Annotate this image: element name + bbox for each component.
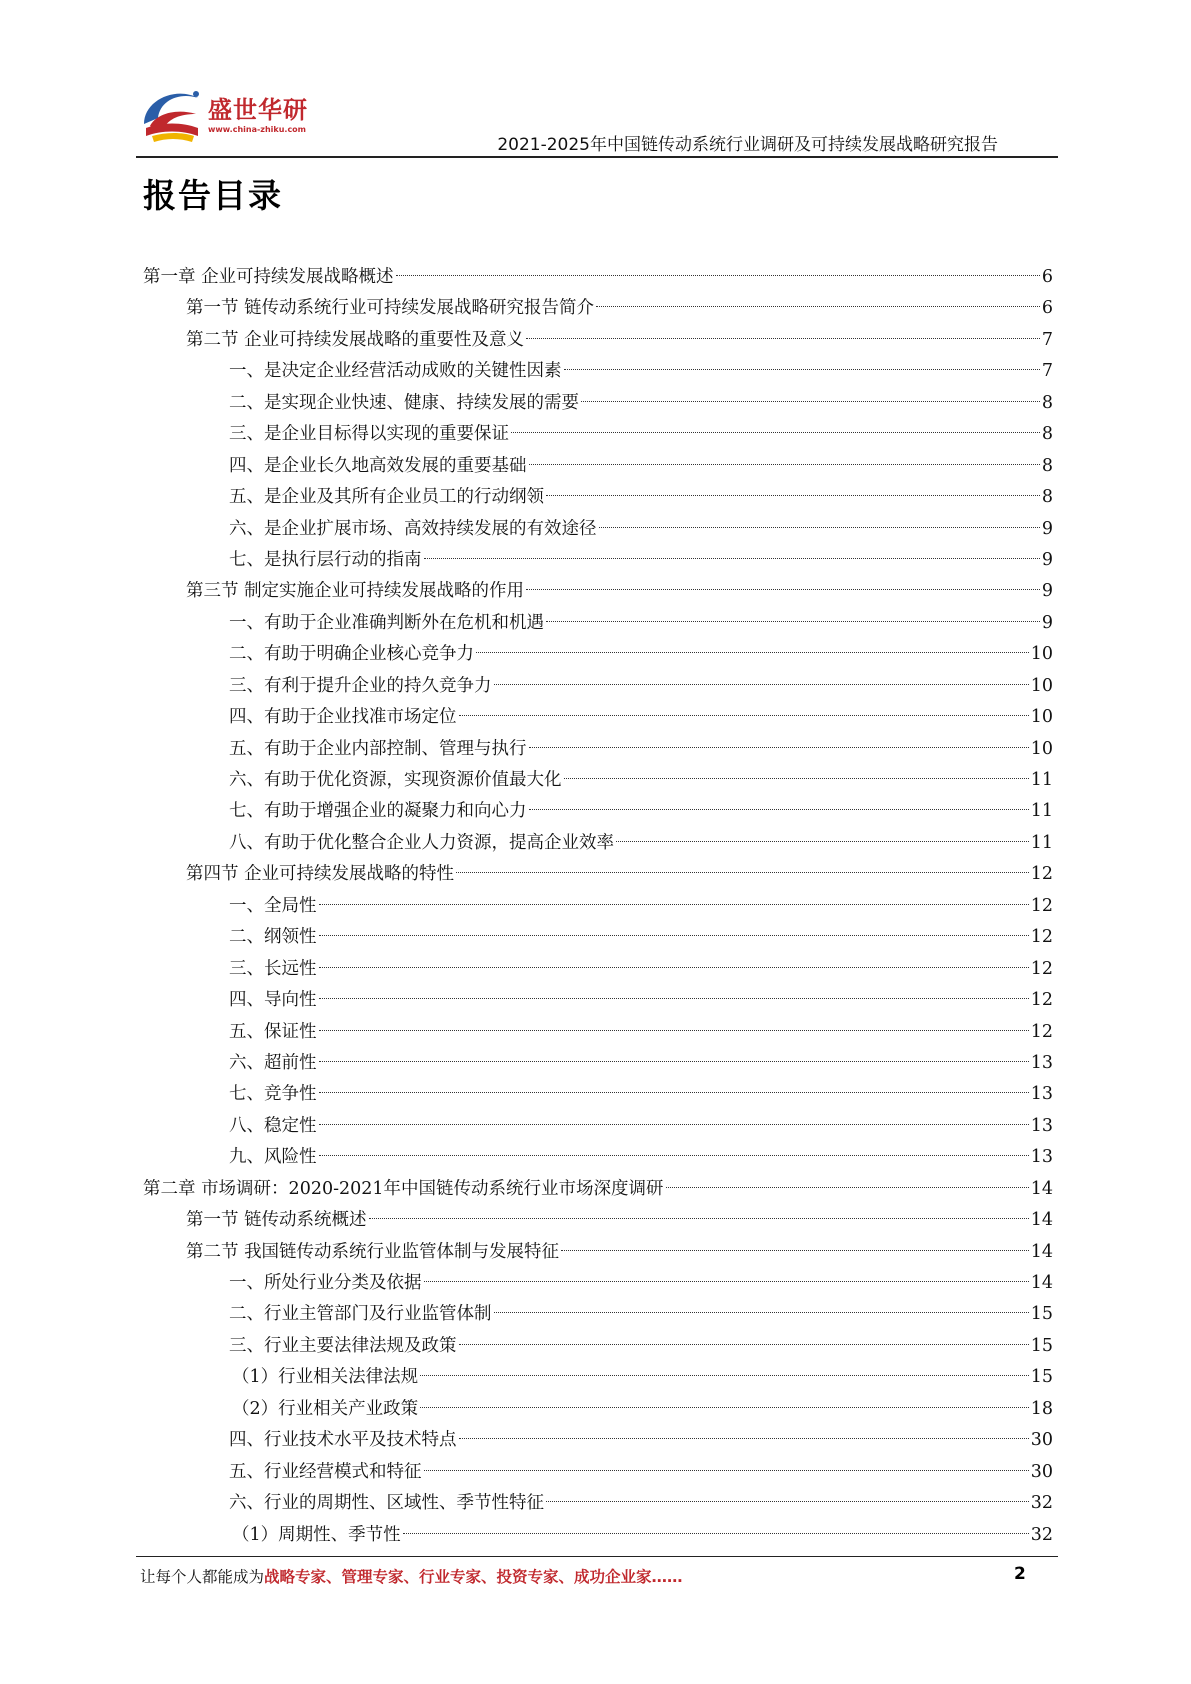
toc-entry-page: 18: [1030, 1398, 1053, 1419]
toc-entry-title: （1）行业相关法律法规: [232, 1367, 419, 1388]
toc-entry-page: 10: [1030, 675, 1053, 696]
toc-entry-title: 六、是企业扩展市场、高效持续发展的有效途径: [229, 518, 597, 539]
toc-entry-title: 第二章 市场调研：2020-2021年中国链传动系统行业市场深度调研: [143, 1178, 664, 1199]
slogan-highlight: 战略专家、管理专家、行业专家、投资专家、成功企业家……: [264, 1568, 683, 1586]
toc-entry-page: 7: [1041, 361, 1053, 382]
toc-dot-leader: [424, 558, 1040, 559]
toc-entry[interactable]: [143, 671, 1053, 702]
toc-entry-page: 8: [1041, 487, 1053, 508]
toc-entry-title: 九、风险性: [229, 1147, 317, 1168]
toc-dot-leader: [581, 401, 1040, 402]
toc-entry-title: 五、保证性: [229, 1021, 317, 1042]
toc-dot-leader: [319, 998, 1029, 999]
toc-dot-leader: [420, 1407, 1029, 1408]
table-of-contents: [143, 262, 1053, 1551]
toc-entry[interactable]: [143, 954, 1053, 985]
toc-entry-page: 9: [1041, 612, 1053, 633]
toc-entry[interactable]: [143, 639, 1053, 670]
toc-entry-page: 7: [1041, 329, 1053, 350]
toc-dot-leader: [369, 1218, 1029, 1219]
toc-entry-page: 10: [1030, 738, 1053, 759]
toc-dot-leader: [424, 1470, 1029, 1471]
toc-entry-title: 第四节 企业可持续发展战略的特性: [186, 864, 455, 885]
toc-entry[interactable]: [143, 1111, 1053, 1142]
toc-entry-page: 14: [1030, 1273, 1053, 1293]
toc-entry[interactable]: [143, 1079, 1053, 1110]
toc-entry[interactable]: [143, 1142, 1053, 1173]
toc-entry[interactable]: [143, 451, 1053, 482]
toc-entry-page: 11: [1030, 770, 1053, 790]
toc-entry[interactable]: [143, 1048, 1053, 1079]
toc-dot-leader: [564, 778, 1029, 779]
toc-entry-page: 14: [1030, 1241, 1053, 1262]
toc-entry[interactable]: [143, 608, 1053, 639]
toc-dot-leader: [456, 872, 1029, 873]
toc-dot-leader: [564, 369, 1040, 370]
toc-entry-page: 8: [1041, 455, 1053, 476]
logo-name: 盛世华研: [208, 96, 308, 124]
toc-entry-title: 第一章 企业可持续发展战略概述: [143, 267, 394, 287]
toc-dot-leader: [319, 1155, 1029, 1156]
toc-entry-page: 13: [1030, 1084, 1053, 1105]
logo-emblem-icon: [136, 78, 206, 150]
toc-entry[interactable]: [143, 1457, 1053, 1488]
toc-dot-leader: [494, 684, 1029, 685]
toc-entry-page: 9: [1041, 518, 1053, 539]
toc-dot-leader: [420, 1375, 1029, 1376]
toc-entry-title: 五、有助于企业内部控制、管理与执行: [229, 738, 527, 759]
toc-entry-title: 一、所处行业分类及依据: [229, 1273, 422, 1293]
toc-entry-title: 四、有助于企业找准市场定位: [229, 707, 457, 728]
toc-entry-page: 15: [1030, 1335, 1053, 1356]
toc-dot-leader: [526, 589, 1040, 590]
logo-url: www.china-zhiku.com: [208, 125, 307, 134]
toc-entry-page: 12: [1030, 1021, 1053, 1042]
toc-entry[interactable]: [143, 482, 1053, 513]
footer-divider: [136, 1556, 1058, 1557]
toc-entry-page: 12: [1030, 990, 1053, 1011]
toc-dot-leader: [511, 432, 1040, 433]
toc-dot-leader: [596, 306, 1040, 307]
toc-dot-leader: [529, 464, 1040, 465]
toc-entry[interactable]: [143, 388, 1053, 419]
toc-entry-title: 第一节 链传动系统概述: [186, 1210, 367, 1231]
toc-dot-leader: [476, 652, 1029, 653]
toc-entry[interactable]: [143, 1237, 1053, 1268]
toc-dot-leader: [546, 495, 1040, 496]
toc-dot-leader: [319, 1124, 1029, 1125]
toc-dot-leader: [529, 747, 1029, 748]
toc-entry-page: 12: [1030, 895, 1053, 916]
toc-entry[interactable]: [143, 1017, 1053, 1048]
toc-entry-title: （2）行业相关产业政策: [232, 1398, 419, 1419]
toc-dot-leader: [529, 809, 1029, 810]
toc-entry-title: 二、行业主管部门及行业监管体制: [229, 1304, 492, 1325]
toc-entry[interactable]: [143, 1331, 1053, 1362]
toc-entry[interactable]: [143, 1174, 1053, 1205]
toc-dot-leader: [319, 1092, 1029, 1093]
toc-entry[interactable]: [143, 1394, 1053, 1425]
toc-entry-title: 第一节 链传动系统行业可持续发展战略研究报告简介: [186, 298, 595, 319]
toc-entry[interactable]: [143, 1205, 1053, 1236]
page-title: 报告目录: [143, 176, 283, 215]
toc-entry[interactable]: [143, 891, 1053, 922]
toc-entry-title: 八、有助于优化整合企业人力资源，提高企业效率: [229, 832, 614, 853]
toc-entry-title: 三、行业主要法律法规及政策: [229, 1335, 457, 1356]
toc-entry[interactable]: [143, 1488, 1053, 1519]
toc-dot-leader: [561, 1250, 1029, 1251]
toc-entry-page: 13: [1030, 1147, 1053, 1168]
toc-entry-page: 30: [1030, 1461, 1053, 1482]
toc-entry[interactable]: [143, 734, 1053, 765]
toc-entry[interactable]: [143, 325, 1053, 356]
toc-dot-leader: [459, 1438, 1029, 1439]
page-number: 2: [1014, 1564, 1026, 1584]
toc-dot-leader: [459, 1344, 1029, 1345]
report-title: 2021-2025年中国链传动系统行业调研及可持续发展战略研究报告: [497, 135, 998, 155]
toc-dot-leader: [546, 621, 1040, 622]
toc-entry-title: 七、有助于增强企业的凝聚力和向心力: [229, 801, 527, 822]
toc-entry-page: 9: [1041, 549, 1053, 570]
toc-entry-title: 一、全局性: [229, 895, 317, 916]
toc-entry-page: 15: [1030, 1304, 1053, 1325]
toc-entry[interactable]: [143, 576, 1053, 607]
toc-entry[interactable]: [143, 545, 1053, 576]
toc-entry-title: 第二节 企业可持续发展战略的重要性及意义: [186, 329, 525, 350]
toc-entry[interactable]: [143, 1425, 1053, 1456]
toc-entry-title: 五、是企业及其所有企业员工的行动纲领: [229, 487, 544, 508]
toc-entry-title: 六、行业的周期性、区域性、季节性特征: [229, 1493, 544, 1514]
toc-entry-title: 第三节 制定实施企业可持续发展战略的作用: [186, 581, 525, 602]
toc-entry-title: 一、是决定企业经营活动成败的关键性因素: [229, 361, 562, 382]
toc-dot-leader: [666, 1187, 1029, 1188]
toc-entry[interactable]: [143, 356, 1053, 387]
toc-entry-page: 12: [1030, 927, 1053, 948]
toc-dot-leader: [319, 967, 1029, 968]
toc-entry[interactable]: [143, 1362, 1053, 1393]
toc-entry-title: 四、导向性: [229, 990, 317, 1011]
toc-entry-title: 五、行业经营模式和特征: [229, 1461, 422, 1482]
toc-dot-leader: [599, 527, 1040, 528]
toc-entry-title: 六、有助于优化资源，实现资源价值最大化: [229, 770, 562, 790]
toc-dot-leader: [526, 338, 1040, 339]
toc-entry[interactable]: [143, 262, 1053, 293]
company-logo: [136, 78, 336, 150]
toc-entry[interactable]: [143, 514, 1053, 545]
toc-entry-page: 32: [1030, 1524, 1053, 1545]
toc-dot-leader: [319, 1030, 1029, 1031]
toc-dot-leader: [494, 1312, 1029, 1313]
toc-dot-leader: [459, 715, 1029, 716]
toc-dot-leader: [403, 1533, 1029, 1534]
toc-dot-leader: [424, 1281, 1029, 1282]
toc-entry-page: 10: [1030, 707, 1053, 728]
toc-entry-title: 二、纲领性: [229, 927, 317, 948]
toc-entry-title: 一、有助于企业准确判断外在危机和机遇: [229, 612, 544, 633]
toc-entry[interactable]: [143, 859, 1053, 890]
toc-entry-page: 14: [1030, 1210, 1053, 1231]
toc-dot-leader: [396, 275, 1040, 276]
toc-entry-page: 8: [1041, 424, 1053, 445]
toc-entry-page: 13: [1030, 1052, 1053, 1073]
toc-dot-leader: [319, 935, 1029, 936]
page-header: [136, 78, 1058, 158]
toc-entry[interactable]: [143, 1299, 1053, 1330]
toc-entry[interactable]: [143, 419, 1053, 450]
toc-entry[interactable]: [143, 1520, 1053, 1551]
toc-entry-page: 8: [1041, 392, 1053, 413]
toc-dot-leader: [319, 1061, 1029, 1062]
toc-entry-title: 六、超前性: [229, 1052, 317, 1073]
toc-entry-page: 6: [1041, 267, 1053, 287]
toc-dot-leader: [616, 841, 1029, 842]
toc-entry-page: 11: [1030, 832, 1053, 853]
toc-entry-title: 三、是企业目标得以实现的重要保证: [229, 424, 509, 445]
toc-entry[interactable]: [143, 702, 1053, 733]
toc-entry-title: 三、长远性: [229, 958, 317, 979]
toc-entry[interactable]: [143, 1268, 1053, 1299]
toc-entry[interactable]: [143, 796, 1053, 827]
toc-entry-title: 三、有利于提升企业的持久竞争力: [229, 675, 492, 696]
toc-entry-title: 四、是企业长久地高效发展的重要基础: [229, 455, 527, 476]
toc-entry-page: 12: [1030, 958, 1053, 979]
toc-entry[interactable]: [143, 765, 1053, 796]
toc-entry-title: 七、竞争性: [229, 1084, 317, 1105]
footer-slogan: [140, 1565, 683, 1587]
toc-entry[interactable]: [143, 922, 1053, 953]
toc-entry[interactable]: [143, 828, 1053, 859]
toc-entry-page: 15: [1030, 1367, 1053, 1388]
toc-entry-title: 二、是实现企业快速、健康、持续发展的需要: [229, 392, 579, 413]
toc-entry-page: 13: [1030, 1115, 1053, 1136]
toc-entry-page: 9: [1041, 581, 1053, 602]
toc-entry[interactable]: [143, 293, 1053, 324]
slogan-prefix: 让每个人都能成为: [140, 1568, 265, 1586]
toc-entry-page: 11: [1030, 801, 1053, 822]
toc-entry-title: 七、是执行层行动的指南: [229, 549, 422, 570]
toc-dot-leader: [546, 1501, 1029, 1502]
toc-entry-title: 八、稳定性: [229, 1115, 317, 1136]
toc-entry[interactable]: [143, 985, 1053, 1016]
toc-entry-title: 四、行业技术水平及技术特点: [229, 1430, 457, 1451]
toc-entry-title: 第二节 我国链传动系统行业监管体制与发展特征: [186, 1241, 560, 1262]
toc-entry-page: 10: [1030, 644, 1053, 665]
toc-entry-title: 二、有助于明确企业核心竞争力: [229, 644, 474, 665]
toc-entry-page: 14: [1030, 1178, 1053, 1199]
toc-entry-page: 12: [1030, 864, 1053, 885]
header-divider: [136, 156, 1058, 158]
toc-entry-title: （1）周期性、季节性: [232, 1524, 401, 1545]
toc-entry-page: 6: [1041, 298, 1053, 319]
toc-dot-leader: [319, 904, 1029, 905]
toc-entry-page: 30: [1030, 1430, 1053, 1451]
toc-entry-page: 32: [1030, 1493, 1053, 1514]
